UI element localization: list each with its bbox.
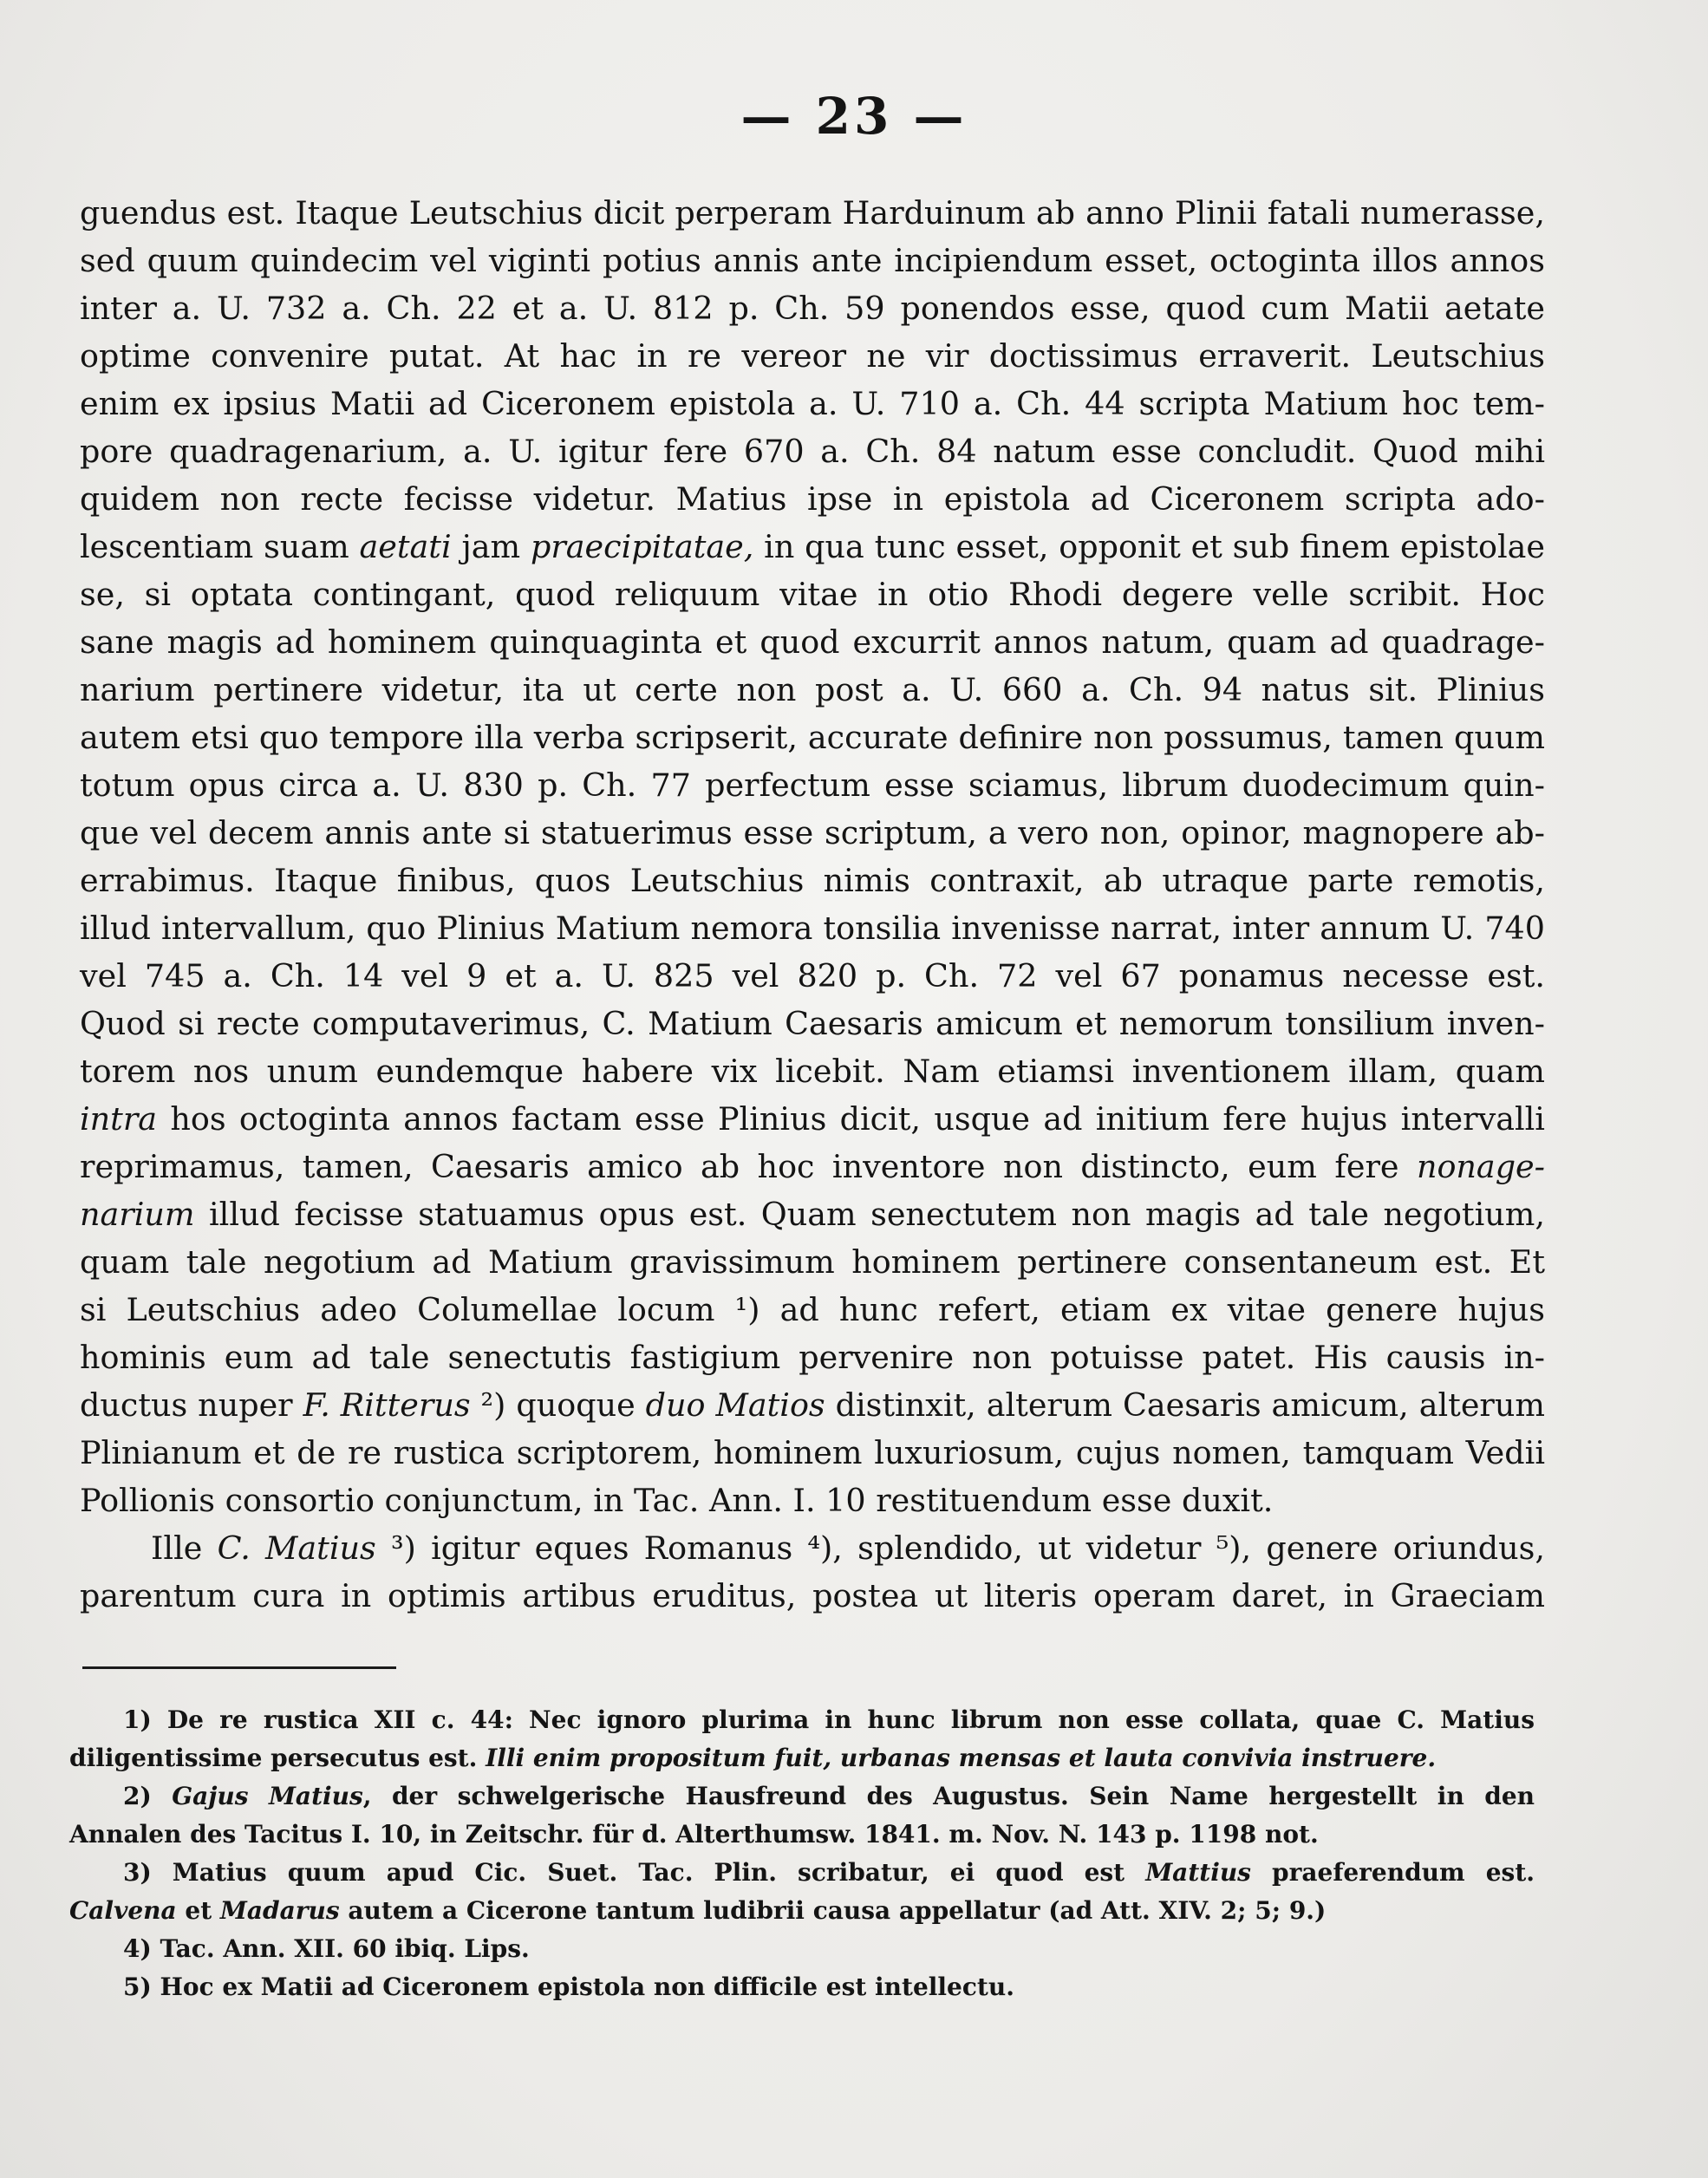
text-line <box>80 1286 1545 1334</box>
text-run: diligentissime persecutus est. <box>69 1744 486 1772</box>
italic-text: Mattius <box>1145 1858 1251 1887</box>
text-line <box>80 1238 1545 1286</box>
text-run: autem etsi quo tempore illa verba scripserit, accurate definire non possumus, tamen quum <box>80 719 1545 756</box>
text-run: vel 745 a. Ch. 14 vel 9 et a. U. 825 vel 820 p. Ch. 72 vel 67 ponamus necesse est. <box>80 957 1545 994</box>
text-run: inter a. U. 732 a. Ch. 22 et a. U. 812 p. Ch. 59 ponendos esse, quod cum Matii aetate <box>80 290 1545 327</box>
text-line <box>80 714 1545 761</box>
text-run: si Leutschius adeo Columellae locum ¹) ad hunc refert, etiam ex vitae genere hujus <box>80 1291 1545 1328</box>
italic-text: C. Matius <box>217 1529 376 1567</box>
text-run: 2) <box>123 1782 173 1810</box>
text-run: praeferendum est. <box>1250 1858 1535 1887</box>
italic-text: Madarus <box>219 1896 340 1925</box>
text-run: hos octoginta annos factam esse Plinius dicit, usque ad initium fere hujus intervalli <box>157 1100 1545 1138</box>
footnote-line <box>69 1854 1535 1892</box>
text-run: Plinianum et de re rustica scriptorem, hominem luxuriosum, cujus nomen, tamquam Vedii <box>80 1434 1545 1471</box>
text-line <box>80 761 1545 809</box>
text-line <box>80 809 1545 857</box>
text-run: Quod si recte computaverimus, C. Matium Caesaris amicum et nemorum tonsilium inven- <box>80 1005 1545 1042</box>
text-run: 1) De re rustica XII c. 44: Nec ignoro plurima in hunc librum non esse collata, quae C. Matius <box>123 1705 1535 1734</box>
text-run: Ille <box>151 1529 218 1567</box>
text-line <box>80 904 1545 952</box>
text-line <box>80 380 1545 427</box>
text-run: 4) Tac. Ann. XII. 60 ibiq. Lips. <box>123 1934 530 1963</box>
italic-text: F. Ritterus <box>303 1386 471 1424</box>
text-line <box>80 332 1545 380</box>
text-line <box>80 666 1545 714</box>
text-line <box>80 1047 1545 1095</box>
text-line <box>80 1477 1545 1524</box>
text-line <box>80 1095 1545 1143</box>
text-run: 3) Matius quum apud Cic. Suet. Tac. Plin. scribatur, ei quod est <box>123 1858 1146 1887</box>
text-run: parentum cura in optimis artibus eruditus, postea ut literis operam daret, in Graeciam <box>80 1577 1545 1614</box>
text-line <box>80 1000 1545 1047</box>
italic-text: intra <box>80 1100 158 1138</box>
italic-text: Gajus Matius <box>172 1782 363 1810</box>
text-run: , der schwelgerische Hausfreund des Augustus. Sein Name hergestellt in den <box>362 1782 1535 1810</box>
text-run: illud fecisse statuamus opus est. Quam senectutem non magis ad tale negotium, <box>194 1196 1545 1233</box>
footnote-line <box>69 1739 1535 1777</box>
text-line <box>80 1143 1545 1190</box>
footnotes <box>69 1701 1535 2006</box>
text-line <box>80 1572 1545 1620</box>
italic-text: Calvena <box>69 1896 177 1925</box>
text-run: ³) igitur eques Romanus ⁴), splendido, ut videtur ⁵), genere oriundus, <box>375 1529 1546 1567</box>
text-run: torem nos unum eundemque habere vix licebit. Nam etiamsi inventionem illam, quam <box>80 1053 1545 1090</box>
text-run: sane magis ad hominem quinquaginta et quod excurrit annos natum, quam ad quadrage- <box>80 623 1545 661</box>
text-run: se, si optata contingant, quod reliquum vitae in otio Rhodi degere velle scribit. Hoc <box>80 576 1545 613</box>
text-line <box>80 857 1545 904</box>
text-run: ductus nuper <box>80 1386 303 1424</box>
text-run: et <box>176 1896 220 1925</box>
text-run: errabimus. Itaque finibus, quos Leutschius nimis contraxit, ab utraque parte remotis, <box>80 862 1545 899</box>
main-text <box>80 189 1545 1620</box>
text-line <box>80 1381 1545 1429</box>
italic-text: nonage- <box>1416 1148 1545 1185</box>
text-line <box>80 284 1545 332</box>
italic-text: aetati <box>359 528 452 565</box>
text-line <box>80 1429 1545 1477</box>
footnote-line <box>69 1777 1535 1816</box>
footnote-line <box>69 1816 1535 1854</box>
text-run: distinxit, alterum Caesaris amicum, alterum <box>825 1386 1545 1424</box>
text-line <box>80 571 1545 618</box>
text-line <box>80 523 1545 571</box>
text-run: in qua tunc esset, opponit et sub finem epistolae <box>753 528 1545 565</box>
text-run: totum opus circa a. U. 830 p. Ch. 77 perfectum esse sciamus, librum duodecimum quin- <box>80 766 1545 804</box>
text-run: optime convenire putat. At hac in re vereor ne vir doctissimus erraverit. Leutschius <box>80 337 1545 375</box>
text-run: que vel decem annis ante si statuerimus esse scriptum, a vero non, opinor, magnopere ab- <box>80 814 1545 851</box>
text-run: Pollionis consortio conjunctum, in Tac. Ann. I. 10 restituendum esse duxit. <box>80 1482 1274 1519</box>
text-run: quam tale negotium ad Matium gravissimum hominem pertinere consentaneum est. Et <box>80 1243 1545 1281</box>
page-number: — 23 — <box>740 87 968 146</box>
text-run: hominis eum ad tale senectutis fastigium pervenire non potuisse patet. His causis in- <box>80 1339 1545 1376</box>
text-run: autem a Cicerone tantum ludibrii causa appellatur (ad Att. XIV. 2; 5; 9.) <box>339 1896 1327 1925</box>
footnote-line <box>69 1930 1535 1968</box>
italic-text: narium <box>80 1196 195 1233</box>
text-run: Annalen des Tacitus I. 10, in Zeitschr. für d. Alterthumsw. 1841. m. Nov. N. 143 p. 1198 not. <box>69 1820 1319 1849</box>
text-line <box>80 427 1545 475</box>
italic-text: Illi enim propositum fuit, urbanas mensas et lauta convivia instruere. <box>486 1744 1437 1772</box>
text-run: ²) quoque <box>470 1386 646 1424</box>
text-line <box>80 189 1545 237</box>
text-line <box>80 952 1545 1000</box>
footnote-line <box>69 1701 1535 1739</box>
text-run: quidem non recte fecisse videtur. Matius ipse in epistola ad Ciceronem scripta ado- <box>80 480 1545 518</box>
text-line <box>80 1524 1545 1572</box>
text-run: 5) Hoc ex Matii ad Ciceronem epistola non difficile est intellectu. <box>123 1973 1014 2001</box>
text-run: sed quum quindecim vel viginti potius annis ante incipiendum esset, octoginta illos annos <box>80 242 1545 279</box>
text-line <box>80 618 1545 666</box>
text-run: jam <box>451 528 531 565</box>
text-run: guendus est. Itaque Leutschius dicit perperam Harduinum ab anno Plinii fatali numerasse, <box>80 194 1545 231</box>
italic-text: duo Matios <box>645 1386 825 1424</box>
text-run: narium pertinere videtur, ita ut certe non post a. U. 660 a. Ch. 94 natus sit. Plinius <box>80 671 1545 708</box>
footnote-line <box>69 1892 1535 1930</box>
text-line <box>80 475 1545 523</box>
text-run: enim ex ipsius Matii ad Ciceronem epistola a. U. 710 a. Ch. 44 scripta Matium hoc tem- <box>80 385 1545 422</box>
text-line <box>80 1334 1545 1381</box>
text-run: illud intervallum, quo Plinius Matium nemora tonsilia invenisse narrat, inter annum U. 740 <box>80 910 1545 947</box>
text-line <box>80 237 1545 284</box>
footnote-line <box>69 1968 1535 2006</box>
text-run: pore quadragenarium, a. U. igitur fere 670 a. Ch. 84 natum esse concludit. Quod mihi <box>80 433 1545 470</box>
text-line <box>80 1190 1545 1238</box>
footnote-separator <box>82 1666 396 1669</box>
text-run: lescentiam suam <box>80 528 360 565</box>
italic-text: praecipitatae, <box>530 528 754 565</box>
text-run: reprimamus, tamen, Caesaris amico ab hoc inventore non distincto, eum fere <box>80 1148 1417 1185</box>
